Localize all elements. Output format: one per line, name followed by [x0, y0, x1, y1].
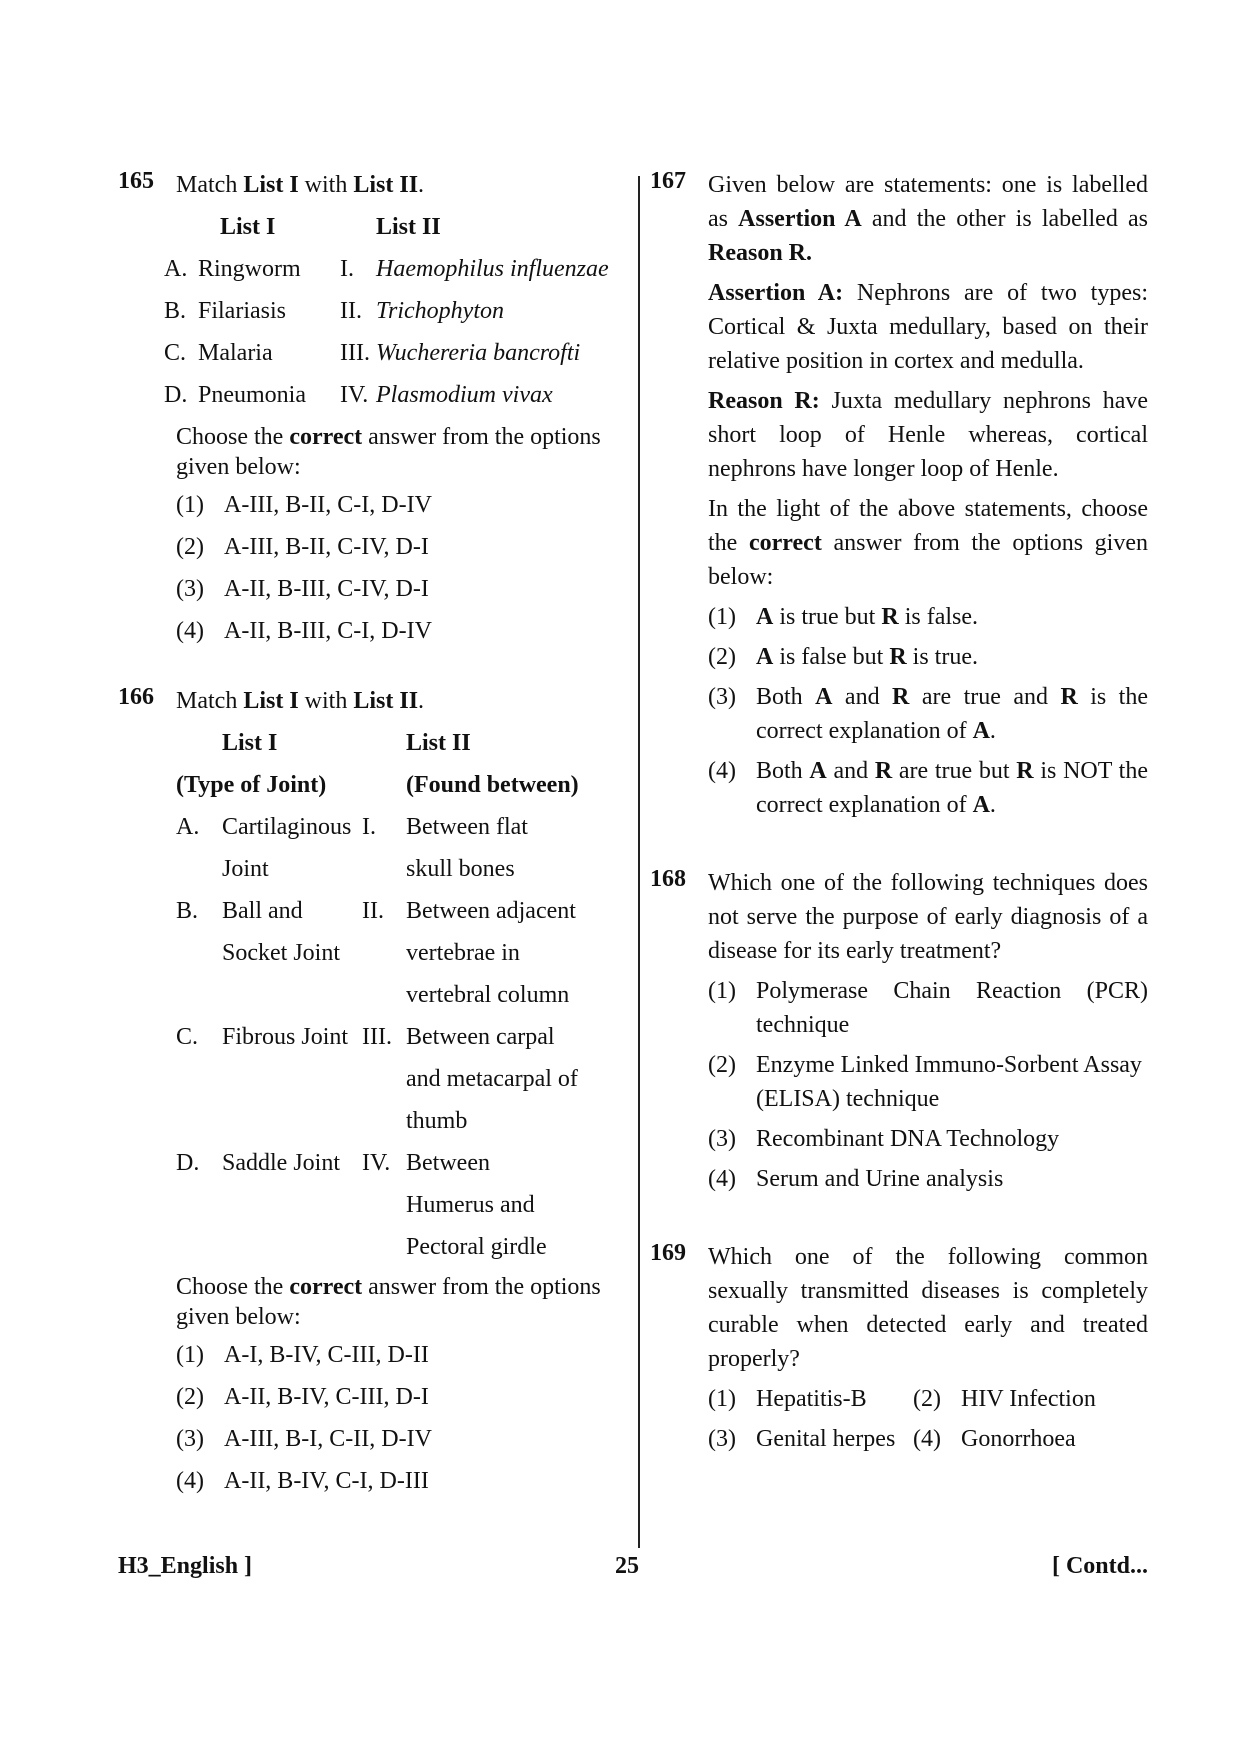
option-3[interactable]: (3) Both A and R are true and R is the correct explanation of A. [708, 684, 1149, 744]
question-stem: Given below are statements: one is labelled as Assertion A and the other is labelled as Reason R. [708, 172, 1148, 266]
match-row: B. Filariasis II. Trichophyton [164, 298, 505, 324]
page-number: 25 [615, 1553, 639, 1579]
question-number: 165 [118, 168, 154, 194]
question-number: 167 [650, 168, 686, 194]
match-list-table [176, 722, 579, 1268]
question-stem: Which one of the following techniques does not serve the purpose of early diagnosis of a disease for its early treatment? [708, 870, 1148, 964]
options-list [176, 1338, 628, 1498]
question-167 [650, 168, 1148, 822]
match-row: C. Malaria III. Wuchereria bancrofti [164, 340, 581, 366]
options-list [708, 1382, 1148, 1456]
option-3[interactable]: (3) A-III, B-I, C-II, D-IV [176, 1426, 432, 1452]
option-2[interactable]: (2) A is false but R is true. [708, 644, 978, 670]
option-3[interactable]: (3) A-II, B-III, C-IV, D-I [176, 576, 429, 602]
continued-label: [ Contd... [1051, 1553, 1148, 1579]
question-stem: Match List I with List II. [176, 172, 425, 198]
list-ii-header: List II [406, 730, 471, 756]
instruction-text: Choose the correct answer from the options given below: [176, 1274, 601, 1330]
option-1[interactable]: (1) A-I, B-IV, C-III, D-II [176, 1342, 429, 1368]
option-2[interactable]: (2) A-II, B-IV, C-III, D-I [176, 1384, 429, 1410]
page-footer [118, 1553, 1148, 1587]
option-4[interactable]: (4) Gonorrhoea [913, 1426, 1076, 1452]
list-i-header: List I [222, 730, 278, 756]
assertion-text: Assertion A: Nephrons are of two types: Cortical & Juxta medullary, based on their relative position in cortex and medulla. [708, 280, 1149, 374]
option-2[interactable]: (2) A-III, B-II, C-IV, D-I [176, 534, 429, 560]
option-4[interactable]: (4) Both A and R are true but R is NOT the correct explanation of A. [708, 758, 1148, 818]
right-column [650, 168, 1148, 1456]
option-1[interactable]: (1) A is true but R is false. [708, 604, 978, 630]
question-number: 168 [650, 866, 686, 892]
list-i-subheader: (Type of Joint) [176, 772, 327, 798]
options-list [176, 488, 628, 648]
match-row: B. Ball and Socket Joint II. Between adjacent vertebrae in vertebral column [176, 898, 576, 1008]
match-row: C. Fibrous Joint III. Between carpal and metacarpal of thumb [176, 1024, 578, 1134]
question-number: 169 [650, 1240, 686, 1266]
options-list [708, 974, 1148, 1196]
list-ii-header: List II [376, 214, 441, 240]
option-2[interactable]: (2) HIV Infection [913, 1386, 1096, 1412]
question-number: 166 [118, 684, 154, 710]
option-1[interactable]: (1) Hepatitis-B [708, 1386, 867, 1412]
reason-text: Reason R: Juxta medullary nephrons have short loop of Henle whereas, cortical nephrons have longer loop of Henle. [708, 388, 1148, 482]
question-168 [650, 866, 1148, 1196]
option-2[interactable]: (2) Enzyme Linked Immuno-Sorbent Assay (ELISA) technique [708, 1052, 1142, 1112]
list-i-header: List I [220, 214, 276, 240]
column-divider [638, 176, 640, 1548]
question-stem: Which one of the following common sexually transmitted diseases is completely curable when detected early and treated properly? [708, 1244, 1148, 1372]
match-row: D. Pneumonia IV. Plasmodium vivax [164, 382, 553, 408]
option-4[interactable]: (4) Serum and Urine analysis [708, 1166, 1004, 1192]
question-169 [650, 1240, 1148, 1456]
option-3[interactable]: (3) Recombinant DNA Technology [708, 1126, 1060, 1152]
question-166 [118, 684, 628, 1498]
option-4[interactable]: (4) A-II, B-IV, C-I, D-III [176, 1468, 429, 1494]
list-ii-subheader: (Found between) [406, 772, 579, 798]
booklet-code: H3_English ] [118, 1553, 253, 1579]
question-stem: Match List I with List II. [176, 688, 425, 714]
instruction-text: In the light of the above statements, choose the correct answer from the options given below: [708, 496, 1149, 590]
option-1[interactable]: (1) A-III, B-II, C-I, D-IV [176, 492, 432, 518]
question-165 [118, 168, 628, 648]
match-list-table [164, 206, 609, 416]
option-4[interactable]: (4) A-II, B-III, C-I, D-IV [176, 618, 432, 644]
match-row: A. Ringworm I. Haemophilus influenzae [164, 256, 609, 282]
option-3[interactable]: (3) Genital herpes [708, 1426, 896, 1452]
left-column [118, 168, 628, 1498]
option-1[interactable]: (1) Polymerase Chain Reaction (PCR) technique [708, 978, 1148, 1038]
match-row: D. Saddle Joint IV. Between Humerus and Pectoral girdle [176, 1150, 547, 1260]
match-row: A. Cartilaginous Joint I. Between flat skull bones [176, 814, 528, 882]
options-list [708, 600, 1148, 822]
instruction-text: Choose the correct answer from the options given below: [176, 424, 601, 480]
